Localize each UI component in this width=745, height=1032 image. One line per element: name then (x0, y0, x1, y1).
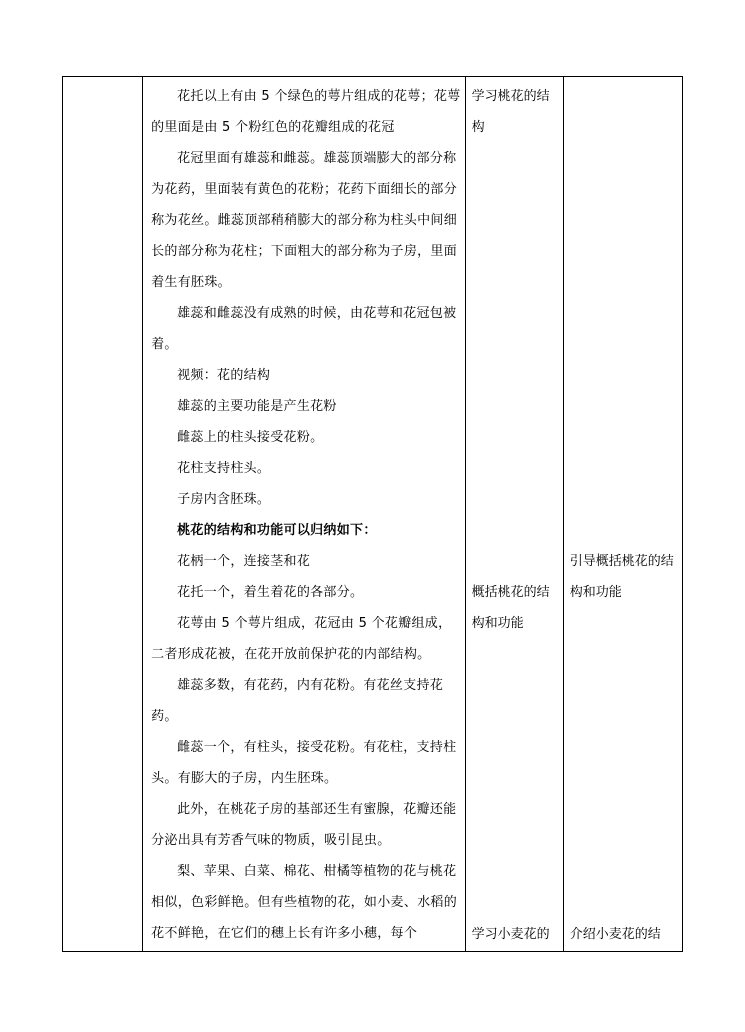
teacher-activity-2: 介绍小麦花的结 (569, 927, 661, 942)
teacher-activity-1: 引导概括桃花的结构和功能 (569, 554, 674, 600)
student-activity-cell (465, 77, 563, 952)
student-activity-1: 学习桃花的结构 (471, 89, 550, 135)
paragraph: 花托一个，着生着花的各部分。 (177, 585, 364, 600)
paragraph: 花柱支持柱头。 (177, 461, 271, 476)
summary-heading: 桃花的结构和功能可以归纳如下： (177, 523, 377, 538)
paragraph: 梨、苹果、白菜、棉花、柑橘等植物的花与桃花相似，色彩鲜艳。但有些植物的花，如小麦、水稻的花不鲜艳，在它们的穗上长有许多小穗，每个 (151, 864, 458, 941)
paragraph: 花柄一个，连接茎和花 (177, 554, 311, 569)
paragraph: 雌蕊上的柱头接受花粉。 (177, 430, 324, 445)
paragraph: 雄蕊多数，有花药，内有花粉。有花丝支持花药。 (151, 678, 444, 724)
content-text (143, 77, 465, 949)
student-activity-2: 概括桃花的结构和功能 (471, 585, 550, 631)
teacher-activity-cell (563, 77, 682, 952)
stage-cell (63, 77, 143, 952)
table-row (63, 77, 683, 952)
paragraph: 雌蕊一个，有柱头，接受花粉。有花柱，支持柱头。有膨大的子房，内生胚珠。 (151, 740, 457, 786)
paragraph: 此外，在桃花子房的基部还生有蜜腺，花瓣还能分泌出具有芳香气味的物质，吸引昆虫。 (151, 802, 457, 848)
student-activity-3: 学习小麦花的 (471, 927, 550, 942)
paragraph: 花冠里面有雄蕊和雌蕊。雄蕊顶端膨大的部分称为花药，里面装有黄色的花粉；花药下面细长的部分称为花丝。雌蕊顶部稍稍膨大的部分称为柱头中间细长的部分称为花柱；下面粗大的部分称为子房，里面着生有胚珠。 (151, 151, 458, 290)
paragraph: 子房内含胚珠。 (177, 492, 271, 507)
paragraph: 雄蕊和雌蕊没有成熟的时候，由花萼和花冠包被着。 (151, 306, 457, 352)
lesson-plan-table (62, 76, 683, 952)
paragraph: 雄蕊的主要功能是产生花粉 (177, 399, 337, 414)
paragraph: 花萼由 5 个萼片组成，花冠由 5 个花瓣组成，二者形成花被，在花开放前保护花的内部结构。 (151, 616, 452, 662)
paragraph: 视频：花的结构 (177, 368, 271, 383)
content-cell (143, 77, 466, 952)
paragraph: 花托以上有由 5 个绿色的萼片组成的花萼；花萼的里面是由 5 个粉红色的花瓣组成的花冠 (151, 89, 461, 135)
